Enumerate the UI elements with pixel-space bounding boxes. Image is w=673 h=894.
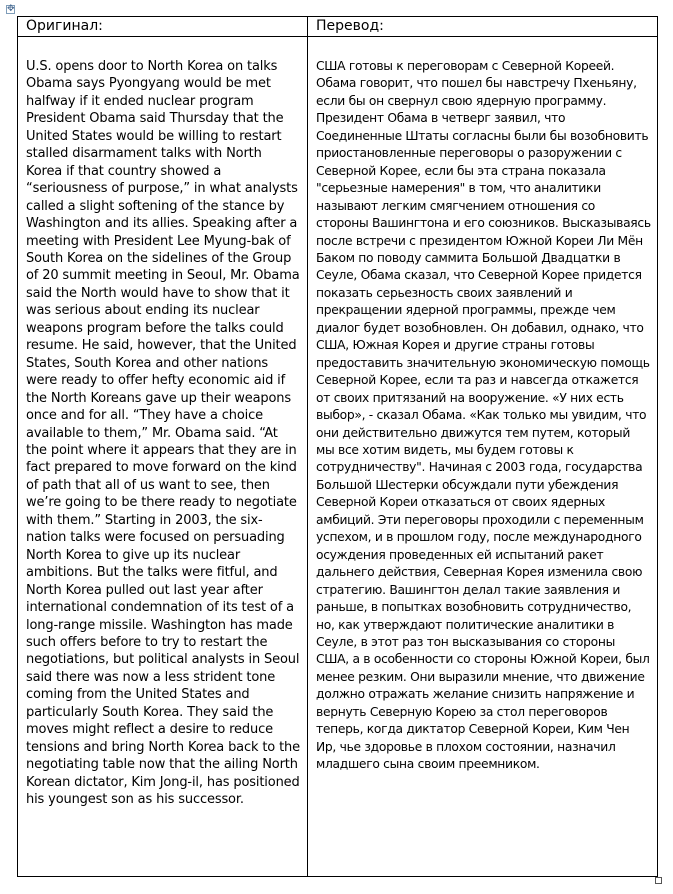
table-move-handle-icon[interactable]: ✥ bbox=[7, 4, 15, 14]
header-translation[interactable]: Перевод: bbox=[308, 17, 658, 37]
table-resize-handle[interactable] bbox=[655, 877, 662, 884]
cell-spacer bbox=[26, 37, 301, 58]
translation-table bbox=[17, 16, 658, 877]
table-header-row bbox=[18, 17, 658, 37]
original-text: U.S. opens door to North Korea on talks Obama says Pyongyang would be met halfway if it ended nuclear program President Obama said Thursday that the United States would be willing to restart stalled disarmament talks with North Korea if that country showed a “seriousness of purpose,” in what analysts called a slight softening of the stance by Washington and its allies. Speaking after a meeting with President Lee Myung-bak of South Korea on the sidelines of the Group of 20 summit meeting in Seoul, Mr. Obama said the North would have to show that it was serious about ending its nuclear weapons program before the talks could resume. He said, however, that the United States, South Korea and other nations were ready to offer hefty economic aid if the North Koreans gave up their weapons once and for all. “They have a choice available to them,” Mr. Obama said. “At the point where it appears that they are in fact prepared to move forward on the kind of path that all of us want to see, then we’re going to be there ready to negotiate with them.” Starting in 2003, the six-nation talks were focused on persuading North Korea to give up its nuclear ambitions. But the talks were fitful, and North Korea pulled out last year after international condemnation of its test of a long-range missile. Washington has made such offers before to try to restart the negotiations, but political analysts in Seoul said there was now a less strident tone coming from the United States and particularly South Korea. They said the moves might reflect a desire to reduce tensions and bring North Korea back to the negotiating table now that the ailing North Korean dictator, Kim Jong-il, has positioned his youngest son as his successor. bbox=[26, 59, 300, 808]
header-original[interactable]: Оригинал: bbox=[18, 17, 308, 37]
cell-spacer bbox=[316, 37, 651, 58]
table-content-row bbox=[18, 37, 658, 877]
translation-cell[interactable] bbox=[308, 37, 658, 877]
original-cell[interactable] bbox=[18, 37, 308, 877]
translation-text: США готовы к переговорам с Северной Кореей. Обама говорит, что пошел бы навстречу Пхеньяну, если бы он свернул свою ядерную программу. Президент Обама в четверг заявил, что Соединенные Штаты согласны были бы возобновить приостановленные переговоры о разоружении с Северной Корее, если бы эта страна показала "серьезные намерения" в том, что аналитики называют легким смягчением отношения со стороны Вашингтона и его союзников. Высказываясь после встречи с президентом Южной Кореи Ли Мён Баком по поводу саммита Большой Двадцатки в Сеуле, Обама сказал, что Северной Корее придется показать серьезность своих заявлений и прекращении ядерной программы, прежде чем диалог будет возобновлен. Он добавил, однако, что США, Южная Корея и другие страны готовы предоставить значительную экономическую помощь Северной Корее, если та раз и навсегда откажется от своих притязаний на вооружение. «У них есть выбор», - сказал Обама. «Как только мы увидим, что они действительно движутся тем путем, который мы все хотим видеть, мы будем готовы к сотрудничеству". Начиная с 2003 года, государства Большой Шестерки обсуждали пути убеждения Северной Кореи отказаться от своих ядерных амбиций. Эти переговоры проходили с переменным успехом, и в прошлом году, после международного осуждения проведенных ей испытаний ракет дальнего действия, Северная Корея изменила свою стратегию. Вашингтон делал такие заявления и раньше, в попытках возобновить сотрудничество, но, как утверждают политические аналитики в Сеуле, в этот раз тон высказывания со стороны США, а в особенности со стороны Южной Кореи, был менее резким. Они выразили мнение, что движение должно отражать желание снизить напряжение и вернуть Северную Корею за стол переговоров теперь, когда диктатор Северной Кореи, Ким Чен Ир, чье здоровье в плохом состоянии, назначил младшего сына своим преемником. bbox=[316, 59, 651, 772]
